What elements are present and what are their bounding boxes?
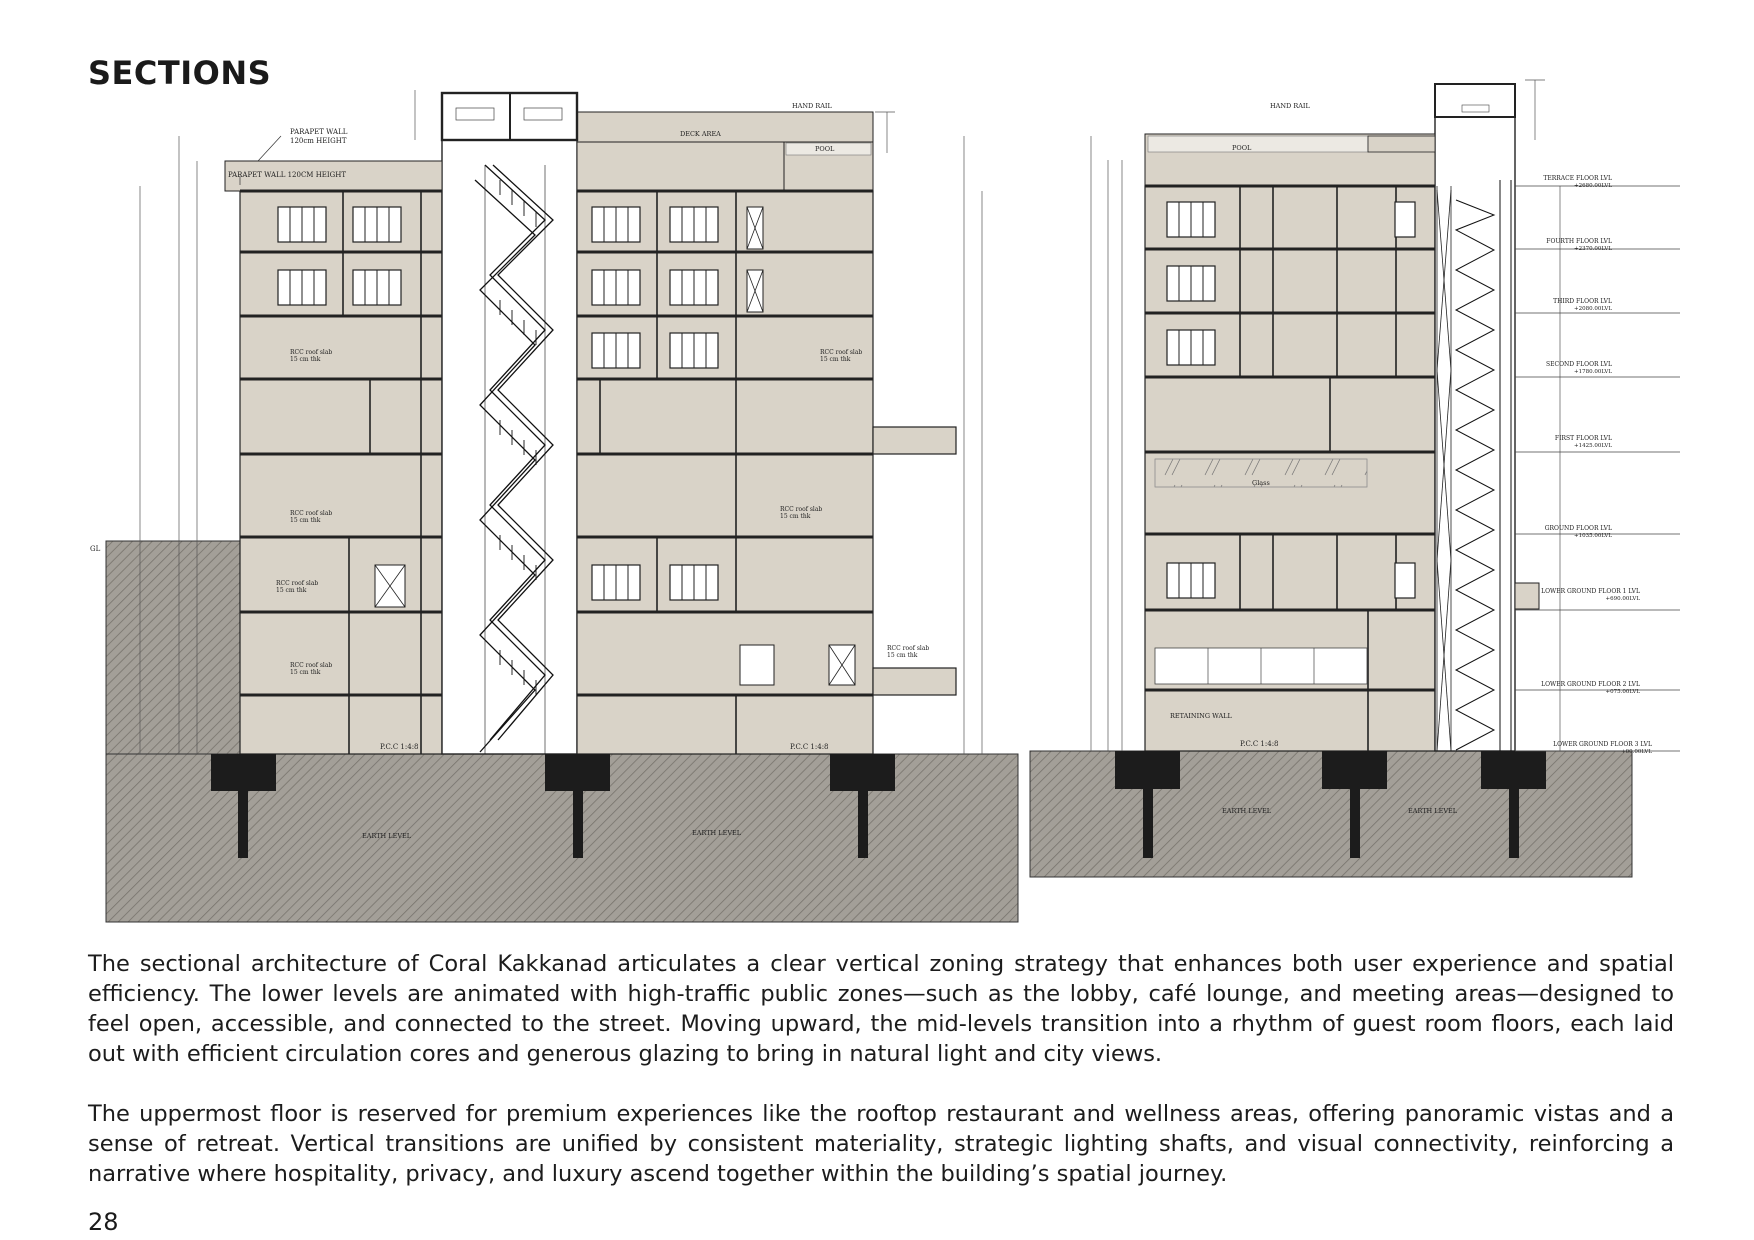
label-right-pool: POOL: [1232, 144, 1252, 152]
label-rcc-5: RCC roof slab: [276, 580, 319, 587]
level-third: THIRD FLOOR LVL: [1553, 298, 1612, 305]
left-balcony-1: [873, 427, 956, 454]
level-ground-value: +1035.00LVL: [1574, 533, 1612, 539]
label-earth-level-1: EARTH LEVEL: [362, 832, 412, 840]
page-title: SECTIONS: [88, 54, 272, 92]
page-number: 28: [88, 1208, 119, 1236]
label-right-pcc: P.C.C 1:4:8: [1240, 740, 1279, 748]
label-right-earth-1: EARTH LEVEL: [1222, 807, 1272, 815]
label-right-earth-2: EARTH LEVEL: [1408, 807, 1458, 815]
level-lg2: LOWER GROUND FLOOR 2 LVL: [1541, 681, 1640, 688]
left-balcony-2: [873, 668, 956, 695]
label-rcc-3: RCC roof slab: [290, 510, 333, 517]
description-paragraph-1: The sectional architecture of Coral Kakkanad articulates a clear vertical zoning strategy that enhances both user experience and spatial efficiency. The lower levels are animated with high-traffic public zones—such as the lobby, café lounge, and meeting areas—designed to feel open, accessible, and connected to the street. Moving upward, the mid-levels transition into a rhythm of guest room floors, each laid out with efficient circulation cores and generous glazing to bring in natural light and city views.: [88, 951, 1674, 1067]
label-right-glass: Glass: [1252, 479, 1270, 487]
level-ground: GROUND FLOOR LVL: [1544, 525, 1612, 532]
level-lg3: LOWER GROUND FLOOR 3 LVL: [1553, 741, 1652, 748]
label-rcc-7: RCC roof slab: [887, 645, 930, 652]
level-lg1: LOWER GROUND FLOOR 1 LVL: [1541, 588, 1640, 595]
level-terrace: TERRACE FLOOR LVL: [1543, 175, 1612, 182]
label-parapet-height: 120cm HEIGHT: [290, 137, 347, 145]
label-earth-level-2: EARTH LEVEL: [692, 829, 742, 837]
label-rcc-1-thk: 15 cm thk: [290, 356, 321, 363]
level-lg1-value: +690.00LVL: [1605, 596, 1640, 602]
left-stair-core: [442, 140, 577, 754]
left-footing-3: [830, 754, 895, 791]
level-first-value: +1425.00LVL: [1574, 443, 1612, 449]
label-retaining-wall: RETAINING WALL: [1170, 712, 1232, 720]
label-gl: GL: [90, 545, 101, 553]
right-balcony: [1515, 583, 1539, 609]
label-rcc-6-thk: 15 cm thk: [290, 669, 321, 676]
left-block-a: [240, 191, 442, 754]
level-second-value: +1780.00LVL: [1574, 369, 1612, 375]
label-rcc-4-thk: 15 cm thk: [780, 513, 811, 520]
left-deck-2: [577, 142, 784, 191]
left-footing-2: [545, 754, 610, 791]
level-fourth-value: +2370.00LVL: [1574, 246, 1612, 252]
label-pcc-1: P.C.C 1:4:8: [380, 743, 419, 751]
level-terrace-value: +2680.00LVL: [1574, 183, 1612, 189]
label-rcc-6: RCC roof slab: [290, 662, 333, 669]
level-lg2-value: +075.00LVL: [1605, 689, 1640, 695]
left-section: [90, 90, 1018, 922]
right-section: [1030, 80, 1680, 877]
label-deck-area: DECK AREA: [680, 130, 721, 138]
level-third-value: +2080.00LVL: [1574, 306, 1612, 312]
label-pcc-2: P.C.C 1:4:8: [790, 743, 829, 751]
label-rcc-3-thk: 15 cm thk: [290, 517, 321, 524]
label-rcc-2: RCC roof slab: [820, 349, 863, 356]
level-lg3-value: +00.00LVL: [1621, 749, 1652, 755]
label-rcc-7-thk: 15 cm thk: [887, 652, 918, 659]
label-rcc-2-thk: 15 cm thk: [820, 356, 851, 363]
label-right-hand-rail: HAND RAIL: [1270, 102, 1310, 110]
label-parapet-wall-120: PARAPET WALL 120CM HEIGHT: [228, 171, 347, 179]
right-stair-core: [1435, 117, 1515, 751]
label-hand-rail: HAND RAIL: [792, 102, 832, 110]
label-rcc-5-thk: 15 cm thk: [276, 587, 307, 594]
level-second: SECOND FLOOR LVL: [1546, 361, 1612, 368]
level-first: FIRST FLOOR LVL: [1554, 435, 1612, 442]
right-footing-1: [1115, 751, 1180, 789]
label-rcc-1: RCC roof slab: [290, 349, 333, 356]
label-parapet-wall: PARAPET WALL: [290, 128, 348, 136]
description-paragraph-2: The uppermost floor is reserved for premium experiences like the rooftop restaurant and wellness areas, offering panoramic vistas and a sense of retreat. Vertical transitions are unified by consistent materiality, strategic lighting shafts, and visual connectivity, reinforcing a narrative where hospitality, privacy, and luxury ascend together within the building’s spatial journey.: [88, 1101, 1674, 1187]
left-footing-1: [211, 754, 276, 791]
right-pool: [1148, 136, 1368, 152]
label-rcc-4: RCC roof slab: [780, 506, 823, 513]
label-pool: POOL: [815, 145, 835, 153]
right-footing-2: [1322, 751, 1387, 789]
left-deck: [577, 112, 873, 142]
right-footing-3: [1481, 751, 1546, 789]
level-fourth: FOURTH FLOOR LVL: [1546, 238, 1612, 245]
